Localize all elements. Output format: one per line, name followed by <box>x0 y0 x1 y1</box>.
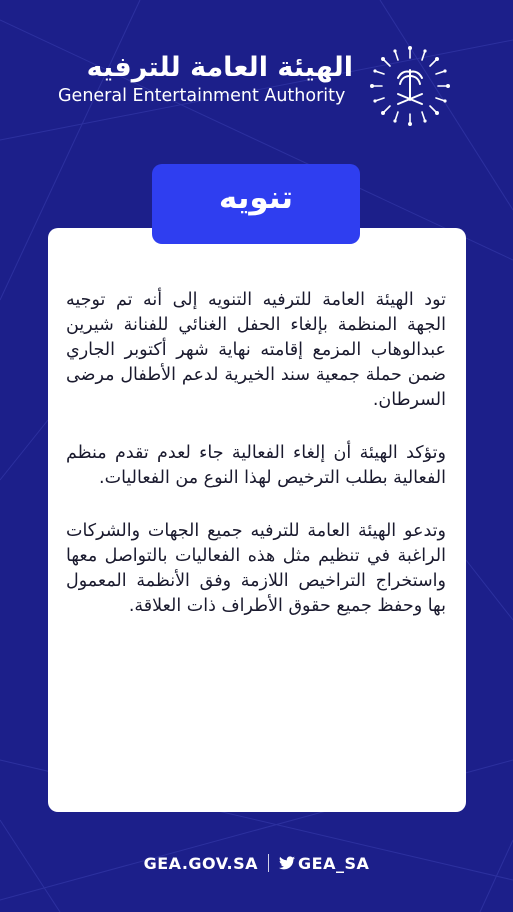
twitter-link[interactable] <box>279 854 369 873</box>
twitter-icon <box>279 856 295 870</box>
notice-body <box>66 288 446 647</box>
paragraph-3: وتدعو الهيئة العامة للترفيه جميع الجهات والشركات الراغبة في تنظيم مثل هذه الفعاليات بالتواصل معها واستخراج التراخيص اللازمة وفق الأنظمة المعمول بها وحفظ جميع حقوق الأطراف ذات العلاقة. <box>66 521 446 616</box>
notice-heading: تنويه <box>218 180 294 216</box>
authority-arabic-name: الهيئة العامة للترفيه <box>86 52 353 83</box>
paragraph-1: تود الهيئة العامة للترفيه التنويه إلى أنه تم توجيه الجهة المنظمة بإلغاء الحفل الغنائي للفنانة شيرين عبدالوهاب المزمع إقامته نهاية شهر أكتوبر الجاري ضمن حملة جمعية سند الخيرية لدعم الأطفال مرضى السرطان. <box>66 290 446 410</box>
authority-english-name: General Entertainment Authority <box>58 86 346 106</box>
footer-divider <box>268 854 269 872</box>
twitter-handle: GEA_SA <box>298 853 370 873</box>
logo-emblem-icon <box>366 42 454 130</box>
website-link[interactable]: GEA.GOV.SA <box>143 853 259 873</box>
footer <box>0 848 513 878</box>
paragraph-2: وتؤكد الهيئة أن إلغاء الفعالية جاء لعدم تقدم منظم الفعالية بطلب الترخيص لهذا النوع من الفعاليات. <box>66 443 446 488</box>
